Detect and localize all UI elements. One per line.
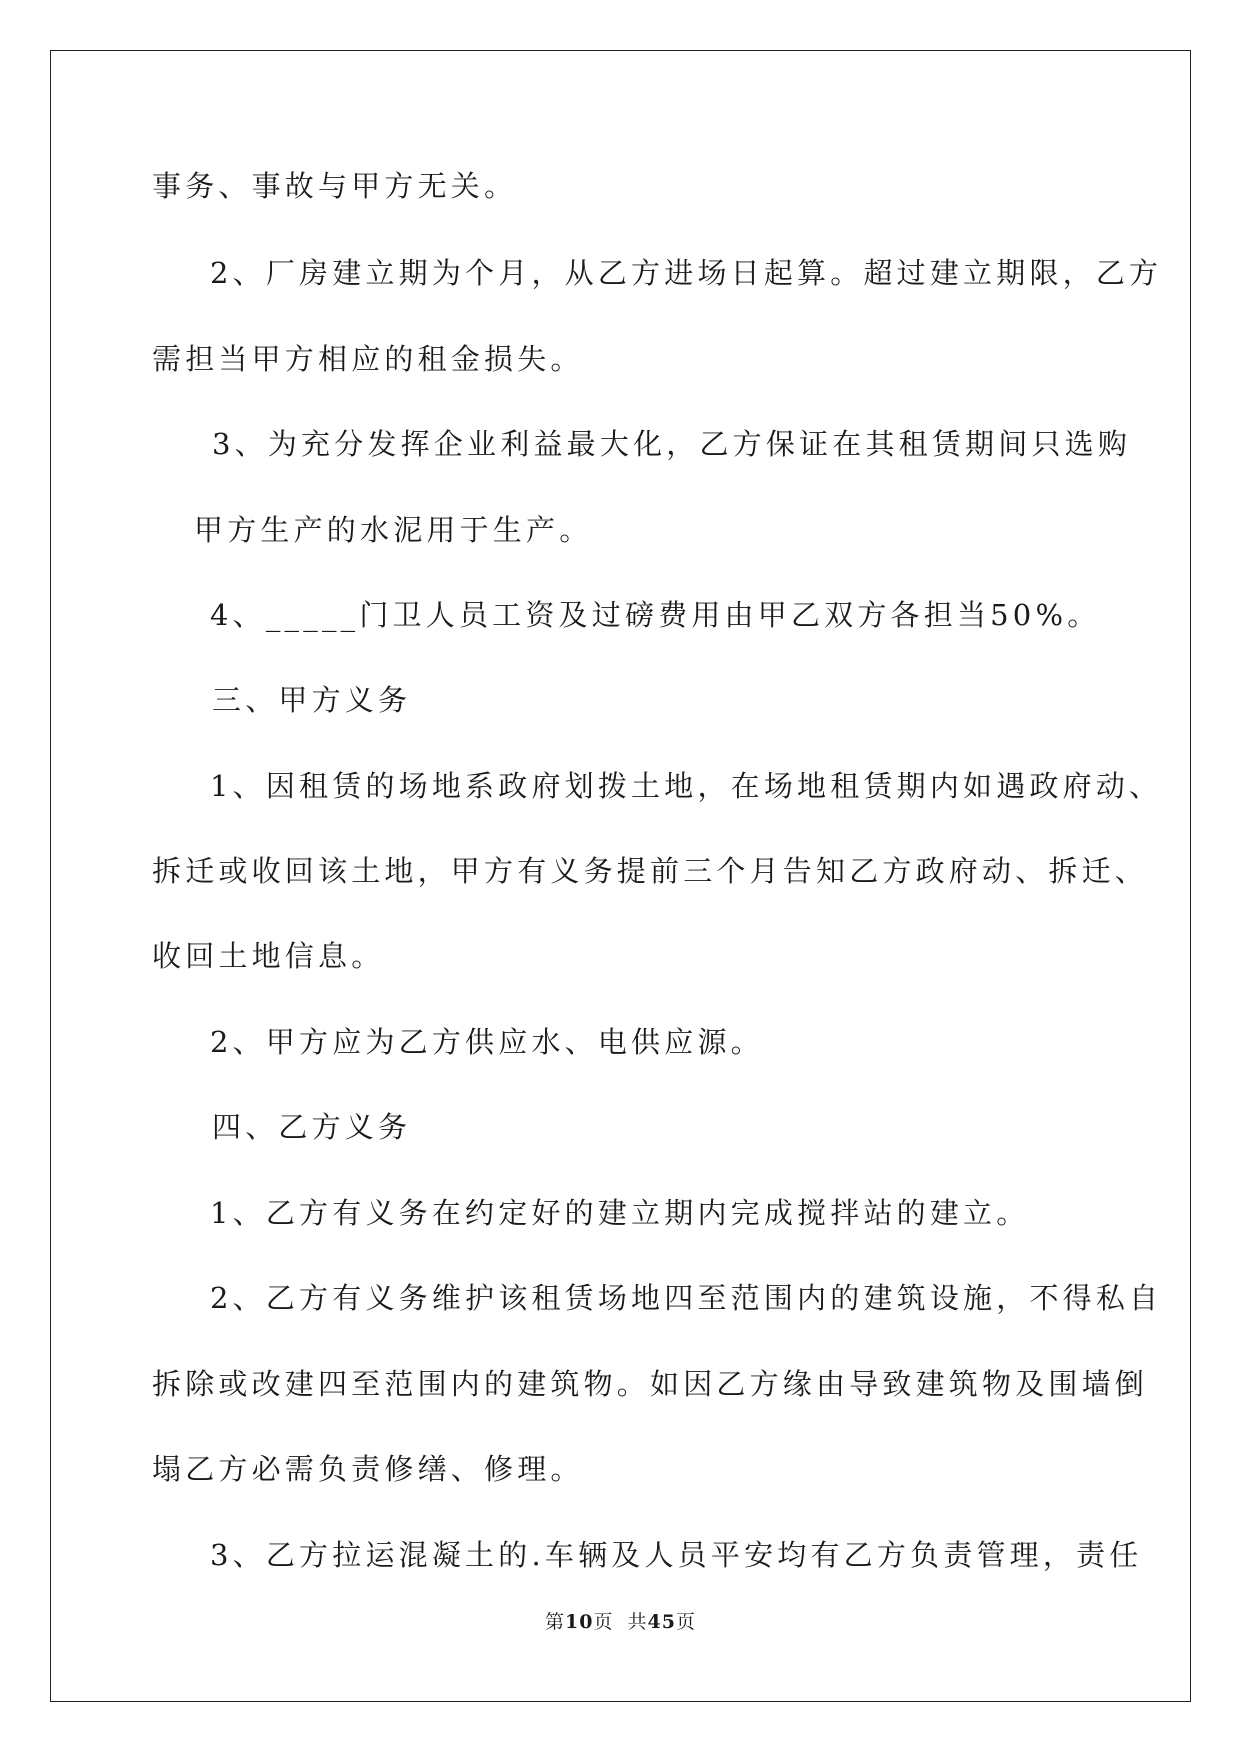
body-line-9: 拆迁或收回该土地，甲方有义务提前三个月告知乙方政府动、拆迁、 — [152, 854, 1149, 888]
footer-total-pages: 45 — [647, 1611, 676, 1633]
section-heading-3: 三、甲方义务 — [212, 683, 412, 717]
body-line-15: 拆除或改建四至范围内的建筑物。如因乙方缘由导致建筑物及围墙倒 — [152, 1367, 1149, 1401]
body-line-13: 1、乙方有义务在约定好的建立期内完成搅拌站的建立。 — [210, 1196, 1030, 1230]
body-line-17: 3、乙方拉运混凝土的.车辆及人员平安均有乙方负责管理，责任 — [210, 1538, 1143, 1572]
body-line-3: 需担当甲方相应的租金损失。 — [152, 342, 584, 376]
body-line-16: 塌乙方必需负责修缮、修理。 — [152, 1452, 584, 1486]
body-line-4: 3、为充分发挥企业利益最大化，乙方保证在其租赁期间只选购 — [212, 427, 1132, 461]
page-footer — [0, 1607, 1241, 1634]
body-line-5: 甲方生产的水泥用于生产。 — [194, 513, 593, 547]
section-heading-4: 四、乙方义务 — [212, 1110, 412, 1144]
body-line-10: 收回土地信息。 — [152, 939, 385, 973]
footer-current-page: 10 — [565, 1611, 594, 1633]
footer-suffix: 页 — [676, 1611, 697, 1633]
body-line-6: 4、_____门卫人员工资及过磅费用由甲乙双方各担当50%。 — [210, 598, 1101, 632]
footer-prefix: 第 — [544, 1611, 565, 1633]
body-line-14: 2、乙方有义务维护该租赁场地四至范围内的建筑设施，不得私自 — [210, 1281, 1163, 1315]
body-line-8: 1、因租赁的场地系政府划拨土地，在场地租赁期内如遇政府动、 — [210, 769, 1163, 803]
footer-mid: 页 共 — [593, 1611, 648, 1633]
body-line-11: 2、甲方应为乙方供应水、电供应源。 — [210, 1025, 764, 1059]
body-line-2: 2、厂房建立期为个月，从乙方进场日起算。超过建立期限，乙方 — [210, 256, 1163, 290]
body-line-1: 事务、事故与甲方无关。 — [152, 169, 518, 203]
